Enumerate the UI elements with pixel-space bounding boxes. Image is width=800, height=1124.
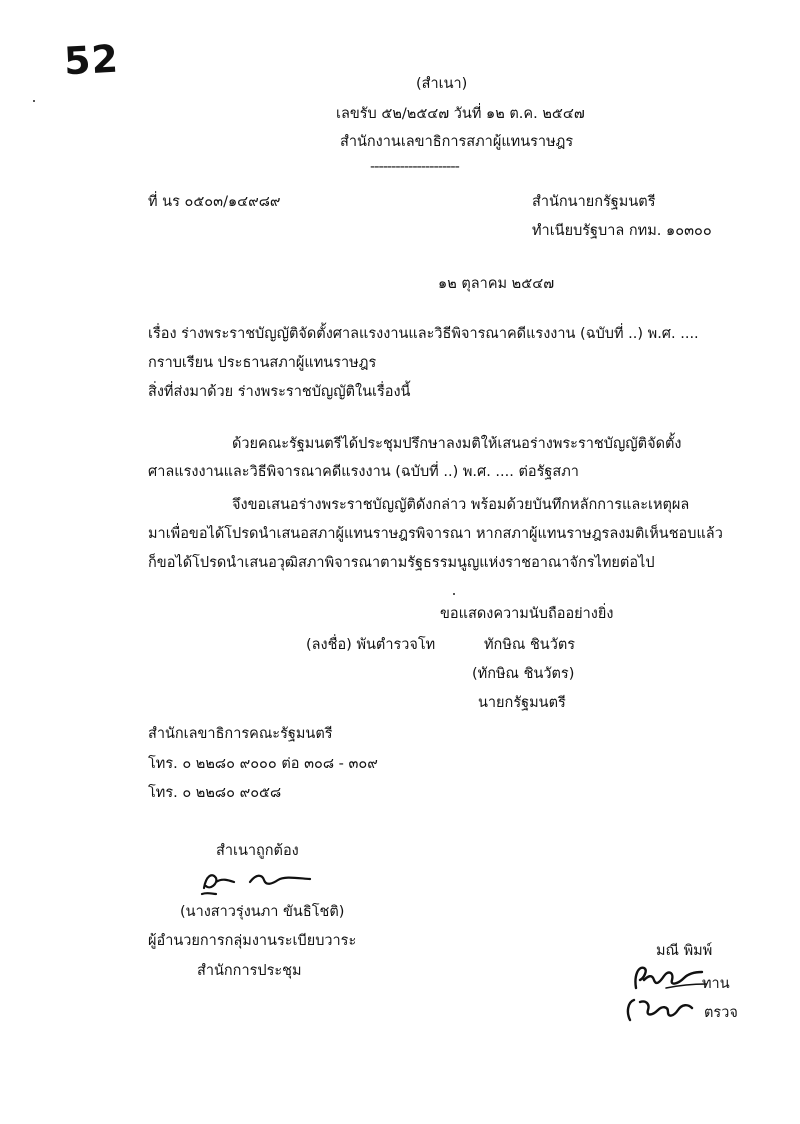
receiving-office: สำนักงานเลขาธิการสภาผู้แทนราษฎร xyxy=(340,134,574,150)
signed-label: (ลงชื่อ) พันตำรวจโท xyxy=(306,637,436,653)
receipt-line: เลขรับ ๕๒/๒๕๔๗ วันที่ ๑๒ ต.ค. ๒๕๔๗ xyxy=(336,106,585,122)
checked-label: ตรวจ xyxy=(704,1005,738,1021)
sender-address: ทำเนียบรัฐบาล กทม. ๑๐๓๐๐ xyxy=(532,223,712,239)
contact-telephone: โทร. ๐ ๒๒๘๐ ๙๐๐๐ ต่อ ๓๐๘ - ๓๐๙ xyxy=(148,756,378,772)
body-line-2: ศาลแรงงานและวิธีพิจารณาคดีแรงงาน (ฉบับที่ ..) พ.ศ. .... ต่อรัฐสภา xyxy=(148,464,579,480)
signer-name: ทักษิณ ชินวัตร xyxy=(484,637,576,653)
document-date: ๑๒ ตุลาคม ๒๕๔๗ xyxy=(438,276,555,292)
typist-name: มณี พิมพ์ xyxy=(656,943,713,959)
header-divider: --------------------- xyxy=(370,159,459,175)
document-reference: ที่ นร ๐๕๐๓/๑๔๙๘๙ xyxy=(148,194,281,210)
copy-mark: (สำเนา) xyxy=(416,76,468,92)
salutation-line: กราบเรียน ประธานสภาผู้แทนราษฎร xyxy=(148,355,377,371)
checker-initials xyxy=(622,992,702,1028)
closing-regards: ขอแสดงความนับถืออย่างยิ่ง xyxy=(440,606,614,622)
certifier-name: (นางสาวรุ่งนภา ขันธิโชติ) xyxy=(180,904,345,920)
body-line-3: จึงขอเสนอร่างพระราชบัญญัติดังกล่าว พร้อมด้วยบันทึกหลักการและเหตุผล xyxy=(232,497,690,513)
handwritten-page-number: 52 xyxy=(62,36,121,84)
body-line-5: ก็ขอได้โปรดนำเสนอวุฒิสภาพิจารณาตามรัฐธรรมนูญแห่งราชอาณาจักรไทยต่อไป xyxy=(148,555,655,571)
signer-name-parenthesized: (ทักษิณ ชินวัตร) xyxy=(472,666,575,682)
contact-telephone-2: โทร. ๐ ๒๒๘๐ ๙๐๕๘ xyxy=(148,785,282,801)
subject-line: เรื่อง ร่างพระราชบัญญัติจัดตั้งศาลแรงงานและวิธีพิจารณาคดีแรงงาน (ฉบับที่ ..) พ.ศ. .... xyxy=(148,326,699,342)
body-line-4: มาเพื่อขอได้โปรดนำเสนอสภาผู้แทนราษฎรพิจารณา หากสภาผู้แทนราษฎรลงมติเห็นชอบแล้ว xyxy=(148,526,723,542)
body-line-1: ด้วยคณะรัฐมนตรีได้ประชุมปรึกษาลงมติให้เสนอร่างพระราชบัญญัติจัดตั้ง xyxy=(232,436,682,452)
certifier-office: สำนักการประชุม xyxy=(197,963,302,979)
typed-label: ทาน xyxy=(702,976,730,992)
certifier-signature xyxy=(198,864,318,898)
scan-speck xyxy=(453,593,455,595)
sender-office: สำนักนายกรัฐมนตรี xyxy=(532,194,656,210)
typist-initials xyxy=(630,958,710,994)
enclosure-line: สิ่งที่ส่งมาด้วย ร่างพระราชบัญญัติในเรื่องนี้ xyxy=(148,384,411,400)
signer-title: นายกรัฐมนตรี xyxy=(478,695,566,711)
certified-copy-label: สำเนาถูกต้อง xyxy=(216,843,299,859)
certifier-position: ผู้อำนวยการกลุ่มงานระเบียบวาระ xyxy=(148,933,357,949)
contact-office: สำนักเลขาธิการคณะรัฐมนตรี xyxy=(148,726,333,742)
margin-speck xyxy=(33,100,35,102)
